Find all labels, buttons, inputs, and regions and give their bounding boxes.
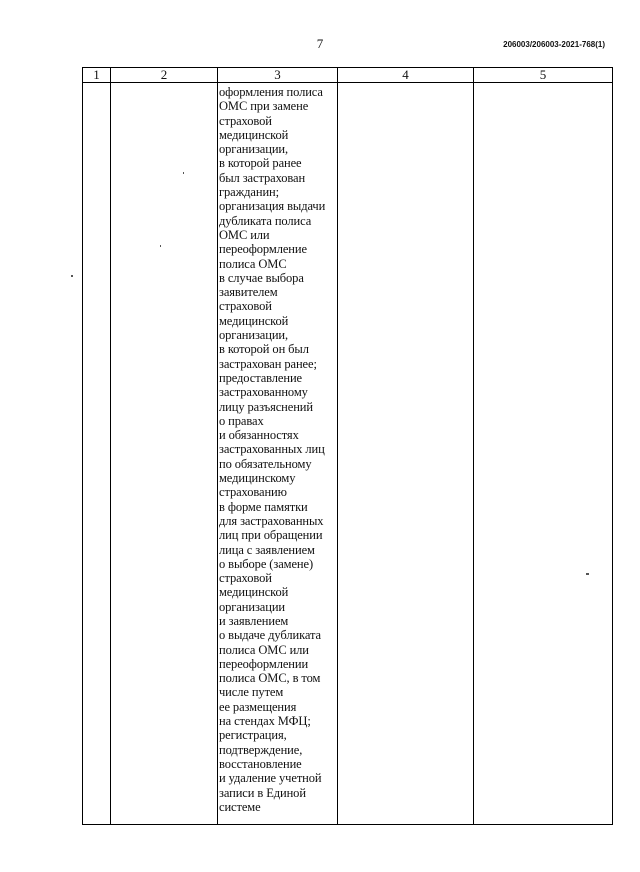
column-header-3: 3 — [218, 68, 338, 83]
document-code: 206003/206003-2021-768(1) — [503, 40, 605, 49]
cell-text-line: в случае выбора — [219, 270, 304, 285]
cell-text-line: ОМС при замене — [219, 99, 309, 114]
cell-text-line: переоформлении — [219, 656, 309, 671]
cell-text-line: по обязательному — [219, 456, 312, 471]
cell-text-line: застрахованных лиц — [219, 442, 325, 457]
cell-text-line: подтверждение, — [219, 742, 303, 757]
cell-text-line: организации, — [219, 142, 289, 157]
cell-text-line: и обязанностях — [219, 428, 299, 443]
cell-text-line: регистрация, — [219, 728, 287, 743]
cell-text-line: организация выдачи — [219, 199, 326, 214]
cell-text-line: страховой — [219, 571, 272, 586]
cell-text-line: и заявлением — [219, 613, 289, 628]
cell-text-line: лицу разъяснений — [219, 399, 313, 414]
column-header-5: 5 — [474, 68, 613, 83]
cell-text-line: заявителем — [219, 285, 278, 300]
cell-text-line: организации — [219, 599, 286, 614]
cell-text-line: застрахован ранее; — [219, 356, 317, 371]
cell-text-line: о выдаче дубликата — [219, 628, 321, 643]
cell-text-line: оформления полиса — [219, 85, 323, 99]
cell-text-line: и удаление учетной — [219, 771, 322, 786]
cell-text-line: полиса ОМС или — [219, 642, 309, 657]
cell-text-line: о выборе (замене) — [219, 556, 314, 571]
cell-text-line: ее размещения — [219, 699, 297, 714]
scan-speck — [71, 275, 73, 277]
cell-text-line: ОМС или — [219, 227, 270, 242]
cell-text-line: страховой — [219, 113, 272, 128]
cell-text-line: в которой он был — [219, 342, 309, 357]
table-header-row — [83, 68, 613, 83]
cell-text-line: дубликата полиса — [219, 213, 312, 228]
cell-text-line: медицинской — [219, 585, 289, 600]
column-3-text — [218, 83, 337, 814]
cell-text-line: в которой ранее — [219, 156, 302, 171]
cell-text-line: о правах — [219, 413, 264, 428]
document-table — [82, 67, 613, 825]
cell-column-4 — [338, 83, 474, 825]
cell-text-line: предоставление — [219, 370, 303, 385]
column-header-2: 2 — [111, 68, 218, 83]
cell-text-line: медицинской — [219, 313, 289, 328]
cell-text-line: восстановление — [219, 756, 302, 771]
cell-text-line: страхованию — [219, 485, 287, 500]
cell-text-line: медицинской — [219, 127, 289, 142]
cell-text-line: на стендах МФЦ; — [219, 714, 311, 729]
column-header-1: 1 — [83, 68, 111, 83]
page-number: 7 — [316, 36, 324, 51]
scan-speck — [160, 245, 161, 247]
cell-text-line: записи в Единой — [219, 785, 306, 800]
table-row — [83, 83, 613, 825]
cell-text-line: организации, — [219, 328, 289, 343]
cell-text-line: был застрахован — [219, 170, 306, 185]
cell-column-3 — [218, 83, 338, 825]
cell-text-line: переоформление — [219, 242, 307, 257]
cell-text-line: страховой — [219, 299, 272, 314]
cell-text-line: полиса ОМС, в том — [219, 671, 321, 686]
cell-text-line: медицинскому — [219, 471, 296, 486]
cell-column-1 — [83, 83, 111, 825]
cell-column-2 — [111, 83, 218, 825]
cell-text-line: числе путем — [219, 685, 284, 700]
cell-column-5 — [474, 83, 613, 825]
cell-text-line: в форме памятки — [219, 499, 308, 514]
scan-speck — [586, 573, 589, 575]
scan-speck — [183, 172, 184, 174]
cell-text-line: гражданин; — [219, 185, 280, 200]
cell-text-line: лиц при обращении — [219, 528, 323, 543]
cell-text-line: застрахованному — [219, 385, 308, 400]
cell-text-line: лица с заявлением — [219, 542, 315, 557]
cell-text-line: полиса ОМС — [219, 256, 287, 271]
cell-text-line: для застрахованных — [219, 513, 324, 528]
column-header-4: 4 — [338, 68, 474, 83]
cell-text-line: системе — [219, 799, 261, 814]
